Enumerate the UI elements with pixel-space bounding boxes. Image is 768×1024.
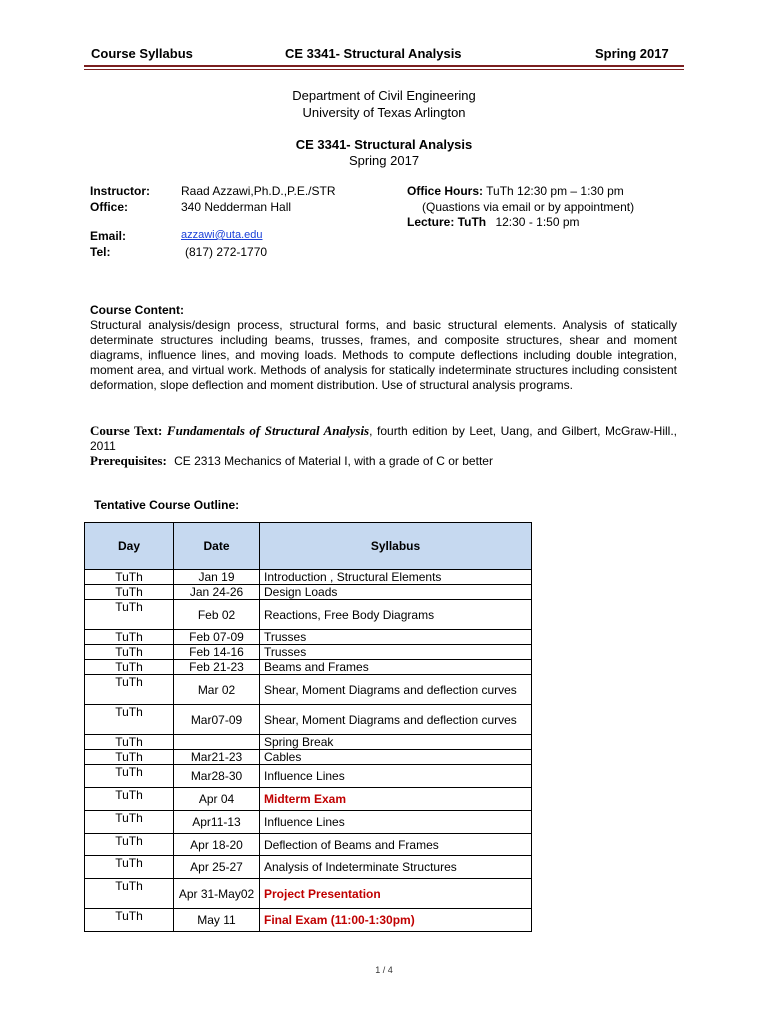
cell-day: TuTh: [85, 811, 174, 834]
instructor-value: Raad Azzawi,Ph.D.,P.E./STR: [181, 184, 336, 198]
table-row: [85, 600, 532, 630]
cell-day: TuTh: [85, 600, 174, 630]
cell-day: TuTh: [85, 765, 174, 788]
course-text-rest: , fourth edition by Leet, Uang, and Gilbert, McGraw-Hill., 2011: [90, 424, 677, 453]
table-row: [85, 705, 532, 735]
col-syllabus: Syllabus: [260, 523, 532, 570]
col-day: Day: [85, 523, 174, 570]
cell-syllabus: Spring Break: [260, 735, 532, 750]
cell-syllabus: Trusses: [260, 645, 532, 660]
cell-day: TuTh: [85, 788, 174, 811]
cell-date: Feb 21-23: [174, 660, 260, 675]
email-label: Email:: [90, 229, 127, 243]
office-hours-value: TuTh 12:30 pm – 1:30 pm: [486, 184, 624, 198]
table-row: [85, 585, 532, 600]
cell-date: Mar 02: [174, 675, 260, 705]
header-center: CE 3341- Structural Analysis: [285, 46, 462, 61]
cell-date: Apr 04: [174, 788, 260, 811]
table-row: [85, 834, 532, 856]
cell-syllabus: Midterm Exam: [260, 788, 532, 811]
cell-day: TuTh: [85, 705, 174, 735]
cell-syllabus: Beams and Frames: [260, 660, 532, 675]
cell-syllabus: Influence Lines: [260, 765, 532, 788]
department: Department of Civil Engineering: [292, 88, 476, 103]
cell-syllabus: Cables: [260, 750, 532, 765]
cell-day: TuTh: [85, 570, 174, 585]
cell-day: TuTh: [85, 585, 174, 600]
outline-header-row: [85, 523, 532, 570]
office-hours-label: Office Hours:: [407, 184, 484, 198]
cell-syllabus: Analysis of Indeterminate Structures: [260, 856, 532, 879]
outline-heading: Tentative Course Outline:: [94, 498, 240, 512]
cell-syllabus: Shear, Moment Diagrams and deflection curves: [260, 705, 532, 735]
cell-syllabus: Final Exam (11:00-1:30pm): [260, 909, 532, 932]
cell-date: May 11: [174, 909, 260, 932]
cell-syllabus: Shear, Moment Diagrams and deflection curves: [260, 675, 532, 705]
cell-syllabus: Trusses: [260, 630, 532, 645]
cell-date: Jan 19: [174, 570, 260, 585]
cell-date: Mar21-23: [174, 750, 260, 765]
table-row: [85, 660, 532, 675]
cell-date: Jan 24-26: [174, 585, 260, 600]
col-date: Date: [174, 523, 260, 570]
cell-date: [174, 735, 260, 750]
outline-body: [85, 570, 532, 932]
cell-syllabus: Reactions, Free Body Diagrams: [260, 600, 532, 630]
course-text-label: Course Text:: [90, 423, 163, 438]
tel-label: Tel:: [90, 245, 111, 259]
cell-day: TuTh: [85, 735, 174, 750]
page-number: 1 / 4: [375, 965, 393, 975]
cell-date: Apr 25-27: [174, 856, 260, 879]
cell-syllabus: Design Loads: [260, 585, 532, 600]
cell-date: Apr 18-20: [174, 834, 260, 856]
table-row: [85, 735, 532, 750]
cell-day: TuTh: [85, 834, 174, 856]
table-row: [85, 675, 532, 705]
cell-day: TuTh: [85, 879, 174, 909]
cell-syllabus: Influence Lines: [260, 811, 532, 834]
office-hours-note: (Quastions via email or by appointment): [422, 200, 635, 214]
table-row: [85, 879, 532, 909]
cell-date: Apr11-13: [174, 811, 260, 834]
prereq-label: Prerequisites:: [90, 453, 167, 468]
cell-date: Mar28-30: [174, 765, 260, 788]
cell-date: Feb 02: [174, 600, 260, 630]
prereq-text: CE 2313 Mechanics of Material I, with a grade of C or better: [174, 454, 493, 468]
cell-date: Apr 31-May02: [174, 879, 260, 909]
cell-date: Mar07-09: [174, 705, 260, 735]
course-text-book: Fundamentals of Structural Analysis: [166, 423, 370, 438]
course-term: Spring 2017: [348, 153, 420, 168]
cell-syllabus: Introduction , Structural Elements: [260, 570, 532, 585]
course-content-text: Structural analysis/design process, structural forms, and basic structural elements. Analysis of statically determinate structures including beams, trusses, frames, and composite structures, shear and moment diagrams, influence lines, and moving loads. Methods to compute deflections including double integration, moment area, and virtual work. Methods of analysis for statically indeterminate structures including consistent deformation, slope deflection and moment distribution. Use of structural analysis programs.: [90, 318, 677, 392]
cell-syllabus: Deflection of Beams and Frames: [260, 834, 532, 856]
header-rule: [84, 65, 684, 67]
lecture: [407, 215, 580, 229]
header-right: Spring 2017: [595, 46, 669, 61]
cell-date: Feb 14-16: [174, 645, 260, 660]
lecture-value: 12:30 - 1:50 pm: [495, 215, 580, 229]
cell-day: TuTh: [85, 660, 174, 675]
course-title: CE 3341- Structural Analysis: [295, 137, 473, 152]
instructor-label: Instructor:: [90, 184, 150, 198]
table-row: [85, 811, 532, 834]
outline-table: [84, 522, 532, 932]
course-text: [90, 423, 677, 454]
table-row: [85, 750, 532, 765]
table-row: [85, 788, 532, 811]
header-left: Course Syllabus: [91, 46, 193, 61]
table-row: [85, 856, 532, 879]
course-content-heading: Course Content:: [90, 303, 184, 317]
cell-day: TuTh: [85, 856, 174, 879]
cell-day: TuTh: [85, 675, 174, 705]
cell-day: TuTh: [85, 750, 174, 765]
university: University of Texas Arlington: [302, 105, 466, 120]
office-value: 340 Nedderman Hall: [181, 200, 292, 214]
office-hours: [407, 184, 624, 198]
table-row: [85, 645, 532, 660]
cell-syllabus: Project Presentation: [260, 879, 532, 909]
cell-day: TuTh: [85, 909, 174, 932]
table-row: [85, 630, 532, 645]
header-rule-thin: [84, 69, 684, 70]
cell-date: Feb 07-09: [174, 630, 260, 645]
tel-value: (817) 272-1770: [185, 245, 268, 259]
cell-day: TuTh: [85, 645, 174, 660]
lecture-label: Lecture: TuTh: [407, 215, 487, 229]
table-row: [85, 570, 532, 585]
office-label: Office:: [90, 200, 129, 214]
email-link[interactable]: azzawi@uta.edu: [181, 229, 263, 241]
prerequisites: [90, 453, 493, 469]
table-row: [85, 909, 532, 932]
cell-day: TuTh: [85, 630, 174, 645]
table-row: [85, 765, 532, 788]
